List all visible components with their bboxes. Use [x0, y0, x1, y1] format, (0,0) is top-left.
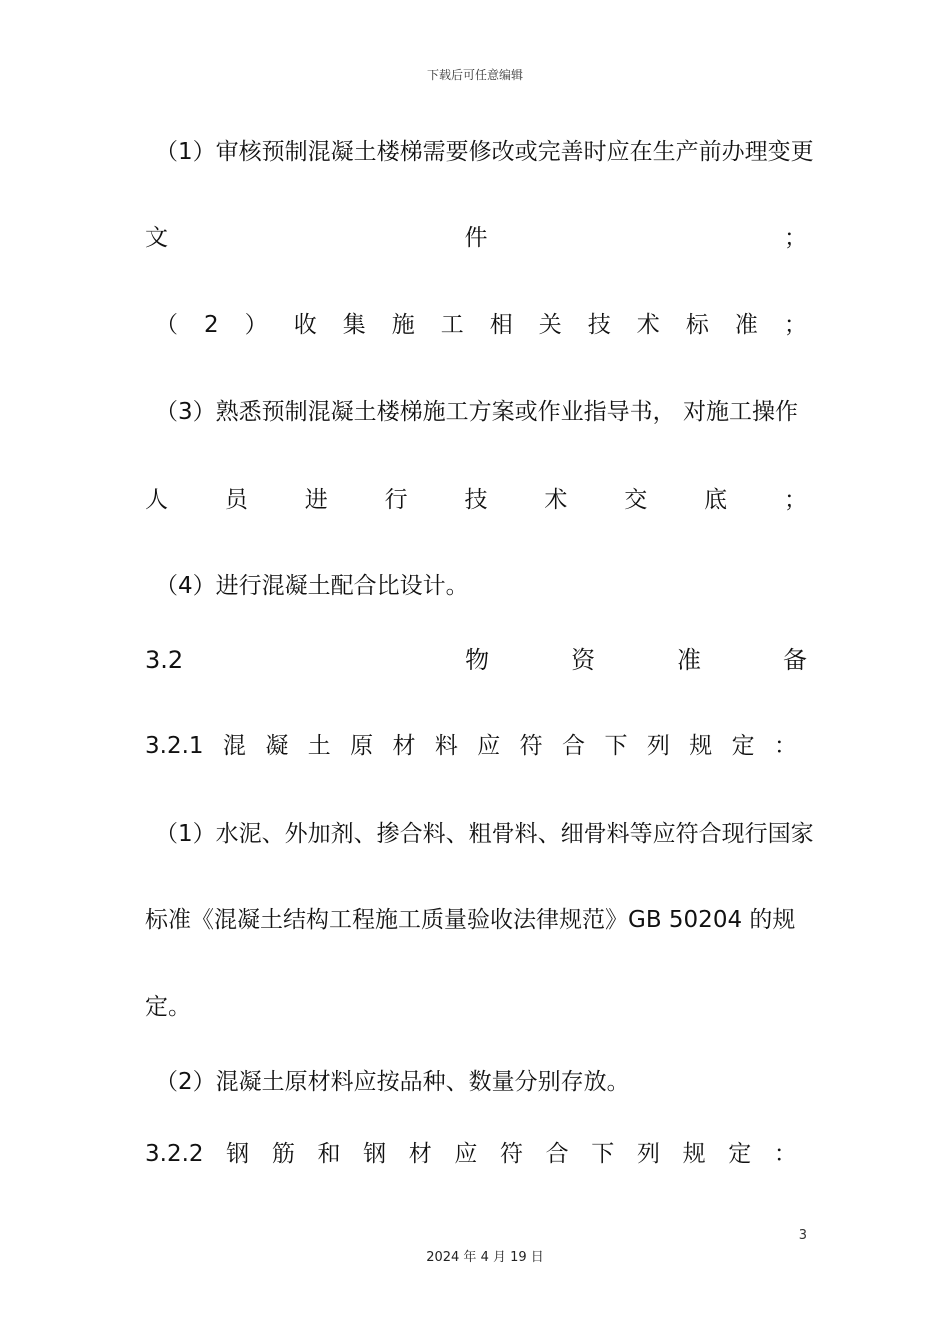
- text-char: 术: [636, 312, 660, 338]
- item-1-line-1: （1）水泥、外加剂、掺合料、粗骨料、细骨料等应符合现行国家: [155, 821, 814, 847]
- text-char: 规: [689, 733, 713, 759]
- item-2: （2）混凝土原材料应按品种、数量分别存放。: [155, 1069, 630, 1095]
- paragraph-3-line-2: [145, 484, 807, 516]
- item-1-line-2: 标准《混凝土结构工程施工质量验收法律规范》GB 50204 的规: [145, 907, 796, 933]
- text-char: ；: [784, 487, 807, 513]
- subsection-heading-3-2-1: [145, 730, 797, 762]
- paragraph-1-line-2: [145, 222, 807, 254]
- page-number: 3: [798, 1228, 807, 1243]
- text-char: 技: [587, 312, 611, 338]
- text-char: 混: [222, 733, 246, 759]
- text-char: 集: [342, 312, 366, 338]
- text-char: 规: [682, 1141, 706, 1167]
- heading-char: 资: [571, 646, 596, 674]
- text-char: 进: [304, 487, 328, 513]
- text-char: 钢: [226, 1141, 250, 1167]
- text-char: 相: [489, 312, 513, 338]
- text-char: 原: [350, 733, 374, 759]
- text-char: 底: [704, 487, 728, 513]
- text-char: 下: [591, 1141, 615, 1167]
- header-note: 下载后可任意编辑: [426, 68, 523, 82]
- section-number: 3.2.1: [145, 733, 204, 759]
- text-char: ：: [774, 733, 797, 759]
- item-1-line-3: 定。: [145, 994, 191, 1020]
- paragraph-3-line-1: （3）熟悉预制混凝土楼梯施工方案或作业指导书， 对施工操作: [155, 399, 798, 425]
- text-char: 应: [477, 733, 501, 759]
- text-char: 土: [307, 733, 331, 759]
- section-number: 3.2: [145, 646, 184, 674]
- text-char: 技: [464, 487, 488, 513]
- text-char: 定: [731, 733, 755, 759]
- text-char: 标: [685, 312, 709, 338]
- heading-char: 物: [465, 646, 490, 674]
- section-heading-3-2: [145, 644, 807, 676]
- text-char: 行: [384, 487, 408, 513]
- text-char: 材: [392, 733, 416, 759]
- text-char: 筋: [271, 1141, 295, 1167]
- text-char: 凝: [265, 733, 289, 759]
- text-char: 合: [545, 1141, 569, 1167]
- text-char: （: [155, 312, 178, 338]
- subsection-heading-3-2-2: [145, 1138, 797, 1170]
- text-char: ；: [784, 225, 807, 251]
- text-char: 列: [636, 1141, 660, 1167]
- text-char: ）: [244, 312, 268, 338]
- paragraph-1-line-1: （1）审核预制混凝土楼梯需要修改或完善时应在生产前办理变更: [155, 139, 814, 165]
- text-char: 符: [500, 1141, 524, 1167]
- text-char: 工: [440, 312, 464, 338]
- heading-char: 准: [677, 646, 702, 674]
- footer-date: 2024 年 4 月 19 日: [426, 1250, 544, 1265]
- text-char: 料: [434, 733, 458, 759]
- paragraph-4: （4）进行混凝土配合比设计。: [155, 573, 469, 599]
- text-char: 定: [728, 1141, 752, 1167]
- text-char: 准: [734, 312, 758, 338]
- text-char: 应: [454, 1141, 478, 1167]
- text-char: 文: [145, 225, 168, 251]
- text-char: 列: [646, 733, 670, 759]
- heading-char: 备: [782, 646, 807, 674]
- text-char: 2: [204, 312, 219, 338]
- text-char: 材: [408, 1141, 432, 1167]
- paragraph-2: [145, 309, 807, 341]
- text-char: 人: [145, 487, 168, 513]
- text-char: 交: [624, 487, 648, 513]
- text-char: 术: [544, 487, 568, 513]
- text-char: 符: [519, 733, 543, 759]
- text-char: 收: [293, 312, 317, 338]
- text-char: 和: [317, 1141, 341, 1167]
- text-char: 下: [604, 733, 628, 759]
- text-char: 员: [224, 487, 248, 513]
- text-char: ：: [773, 1141, 797, 1167]
- text-char: 合: [562, 733, 586, 759]
- text-char: ；: [783, 312, 807, 338]
- text-char: 钢: [363, 1141, 387, 1167]
- section-number: 3.2.2: [145, 1141, 204, 1167]
- text-char: 施: [391, 312, 415, 338]
- text-char: 件: [464, 225, 488, 251]
- text-char: 关: [538, 312, 562, 338]
